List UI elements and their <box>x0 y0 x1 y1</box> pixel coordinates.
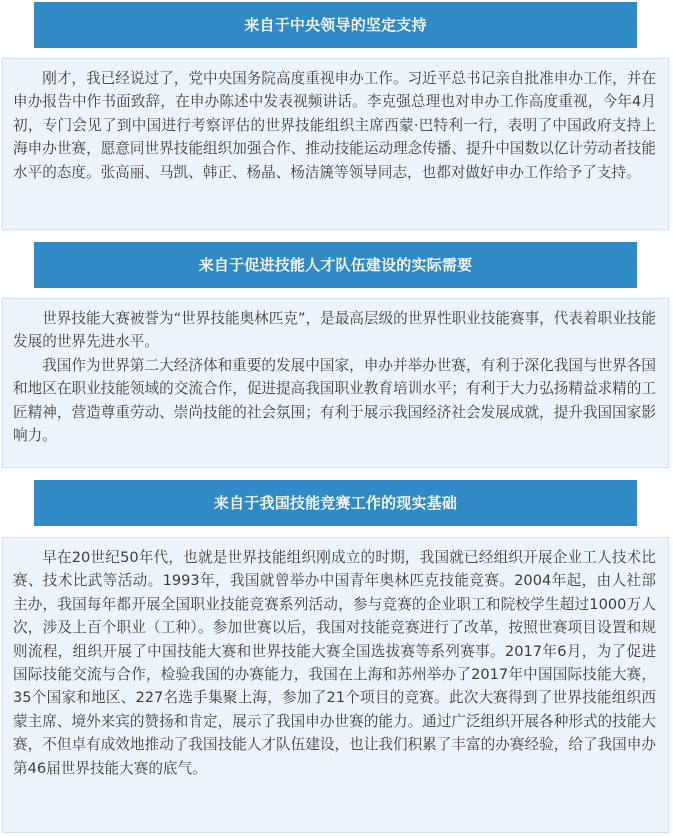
section-2-paragraph-1: 世界技能大赛被誉为“世界技能奥林匹克”，是最高层级的世界性职业技能赛事，代表着职业技能发展的世界先进水平。 <box>13 310 656 351</box>
section-2-paragraph-2: 我国作为世界第二大经济体和重要的发展中国家，申办并举办世赛，有利于深化我国与世界各国和地区在职业技能领域的交流合作，促进提高我国职业教育培训水平；有利于大力弘扬精益求精的工匠精神，营造尊重劳动、崇尚技能的社会氛围；有利于展示我国经济社会发展成就，提升我国国家影响力。 <box>13 356 656 445</box>
section-3-paragraph-1: 早在20世纪50年代，也就是世界技能组织刚成立的时期，我国就已经组织开展企业工人技术比赛、技术比武等活动。1993年，我国就曾举办中国青年奥林匹克技能竞赛。2004年起，由人社部主办，我国每年都开展全国职业技能竞赛系列活动，参与竞赛的企业职工和院校学生超过1000万人次，涉及上百个职业（工种）。参加世赛以后，我国对技能竞赛进行了改革，按照世赛项目设置和规则流程，组织开展了中国技能大赛和世界技能大赛全国选拔赛等系列赛事。2017年6月，为了促进国际技能交流与合作，检验我国的办赛能力，我国在上海和苏州举办了2017年中国国际技能大赛，35个国家和地区、227名选手集聚上海，参加了21个项目的竞赛。此次大赛得到了世界技能组织西蒙主席、境外来宾的赞扬和肯定，展示了我国申办世赛的能力。通过广泛组织开展各种形式的技能大赛，不但卓有成效地推动了我国技能人才队伍建设，也让我们积累了丰富的办赛经验，给了我国申办第46届世界技能大赛的底气。 <box>13 549 656 777</box>
section-3-body <box>2 537 669 833</box>
section-1-paragraph-1: 刚才，我已经说过了，党中央国务院高度重视申办工作。习近平总书记亲自批准申办工作，并在申办报告中作书面致辞，在申办陈述中发表视频讲话。李克强总理也对申办工作高度重视，今年4月初，专门会见了到中国进行考察评估的世界技能组织主席西蒙·巴特利一行，表明了中国政府支持上海申办世赛，愿意同世界技能组织加强合作、推动技能运动理念传播、提升中国数以亿计劳动者技能水平的态度。张高丽、马凯、韩正、杨晶、杨洁篪等领导同志，也都对做好申办工作给予了支持。 <box>13 70 656 181</box>
section-3-title: 来自于我国技能竞赛工作的现实基础 <box>34 480 637 526</box>
section-2-body <box>2 298 669 468</box>
section-2-title: 来自于促进技能人才队伍建设的实际需要 <box>34 242 637 288</box>
section-1-title: 来自于中央领导的坚定支持 <box>34 2 637 48</box>
section-1-body <box>2 58 669 230</box>
